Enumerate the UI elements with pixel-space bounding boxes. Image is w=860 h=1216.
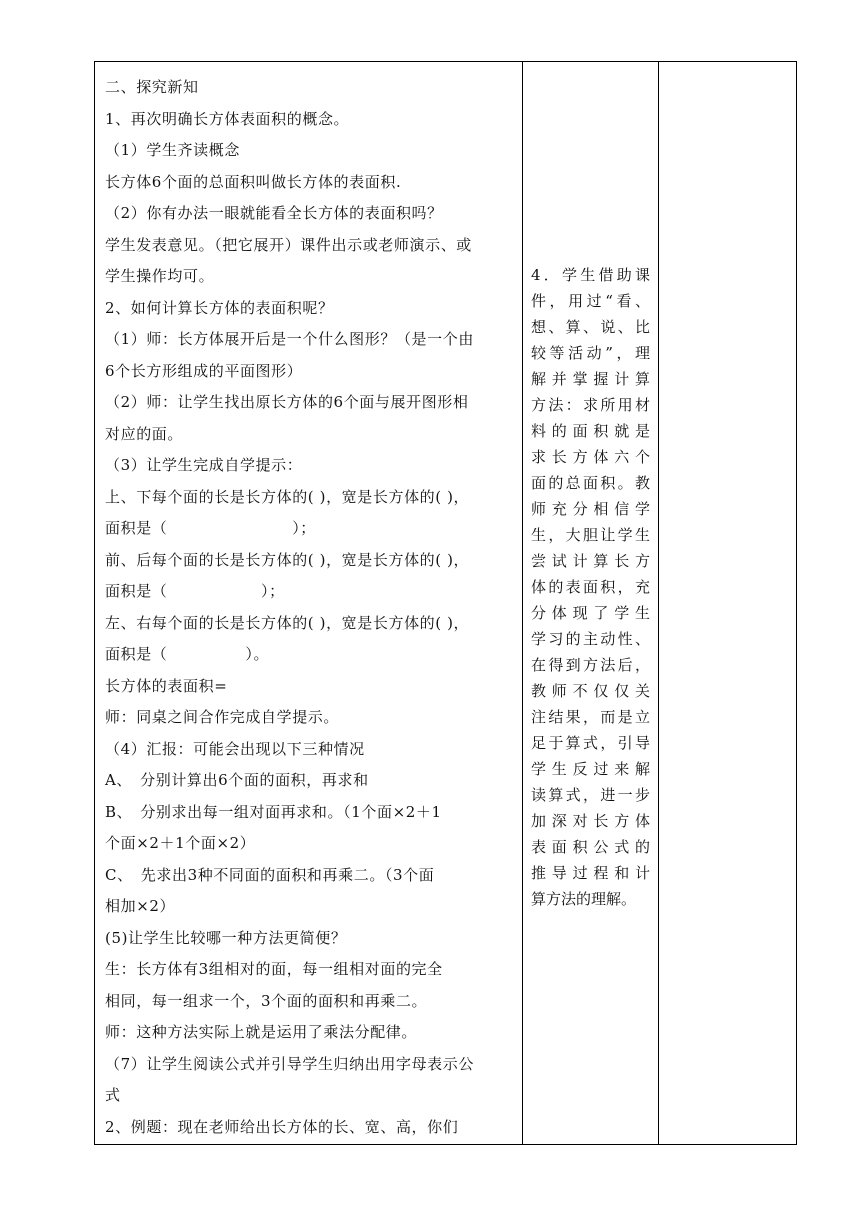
design-intent-line: 推导过程和计 <box>531 864 650 882</box>
design-intent-line: 足于算式，引导 <box>531 734 650 752</box>
design-intent-line: 表面积公式的 <box>531 838 650 856</box>
lesson-line: 个面×2＋1个面×2） <box>105 834 256 852</box>
lesson-content <box>95 62 522 1143</box>
design-intent-line: 教师不仅仅关 <box>531 682 650 700</box>
lesson-line: （3）让学生完成自学提示： <box>105 456 303 474</box>
design-intent-line: 想、算、说、比 <box>531 318 650 336</box>
lesson-line: （4）汇报：可能会出现以下三种情况 <box>105 739 365 758</box>
table-row <box>95 62 797 1145</box>
lesson-line: 学生操作均可。 <box>105 267 215 285</box>
lesson-line: 前、后每个面的长是长方体的( )，宽是长方体的( )， <box>105 550 470 569</box>
lesson-line: （7）让学生阅读公式并引导学生归纳出用字母表示公 <box>105 1054 474 1073</box>
lesson-line: B、 分别求出每一组对面再求和。（1个面×2＋1 <box>105 802 442 821</box>
design-intent-line: 解并掌握计算 <box>531 370 650 388</box>
design-intent-line: 件，用过“看、 <box>531 292 650 310</box>
design-intent-line: 学生反过来解 <box>531 760 650 778</box>
design-intent-line: 面的总面积。教 <box>531 474 650 492</box>
lesson-line: 相加×2） <box>105 897 176 915</box>
lesson-line: 生：长方体有3组相对的面，每一组相对面的完全 <box>105 960 443 978</box>
design-intent-notes <box>523 62 658 912</box>
lesson-line: （1）师：长方体展开后是一个什么图形？（是一个由 <box>105 330 474 348</box>
design-intent-line: 方法：求所用材 <box>531 396 650 414</box>
lesson-line: （2）师：让学生找出原长方体的6个面与展开图形相 <box>105 393 469 411</box>
lesson-line: (5)让学生比较哪一种方法更简便？ <box>105 928 347 947</box>
design-intent-line: 尝试计算长方 <box>531 552 650 570</box>
lesson-line: 面积是（ ）。 <box>105 645 270 663</box>
design-intent-line: 算方法的理解。 <box>531 890 637 908</box>
lesson-line: （1）学生齐读概念 <box>105 141 240 159</box>
lesson-line: 长方体的表面积= <box>105 676 228 695</box>
lesson-line: 长方体6个面的总面积叫做长方体的表面积. <box>105 172 402 191</box>
lesson-line: 2、例题：现在老师给出长方体的长、宽、高，你们 <box>105 1117 459 1136</box>
design-intent-line: 学习的主动性、 <box>531 630 650 648</box>
design-intent-line: 料的面积就是 <box>531 422 650 440</box>
lesson-line: 相同，每一组求一个，3个面的面积和再乘二。 <box>105 991 428 1010</box>
design-intent-line: 体的表面积，充 <box>531 578 650 596</box>
extra-cell <box>659 62 797 1145</box>
design-intent-line: 求长方体六个 <box>531 448 650 466</box>
lesson-line: 上、下每个面的长是长方体的( )，宽是长方体的( )， <box>105 487 470 506</box>
lesson-line: 师：这种方法实际上就是运用了乘法分配律。 <box>105 1023 418 1041</box>
lesson-content-cell <box>95 62 523 1145</box>
lesson-line: A、 分别计算出6个面的面积，再求和 <box>105 771 369 789</box>
lesson-line: 二、探究新知 <box>105 78 199 96</box>
design-intent-cell <box>523 62 659 1145</box>
lesson-line: 师：同桌之间合作完成自学提示。 <box>105 708 340 726</box>
design-intent-line: 较等活动”，理 <box>531 344 650 362</box>
design-intent-line: 生，大胆让学生 <box>531 526 650 544</box>
lesson-line: 1、再次明确长方体表面积的概念。 <box>105 109 350 128</box>
design-intent-line: 4．学生借助课 <box>531 266 650 284</box>
design-intent-line: 分体现了学生 <box>531 604 650 622</box>
lesson-line: （2）你有办法一眼就能看全长方体的表面积吗？ <box>105 204 443 222</box>
lesson-line: 左、右每个面的长是长方体的( )，宽是长方体的( )， <box>105 613 470 632</box>
lesson-line: 学生发表意见。（把它展开）课件出示或老师演示、或 <box>105 235 472 254</box>
lesson-plan-table <box>94 61 797 1145</box>
design-intent-line: 注结果，而是立 <box>531 708 650 726</box>
design-intent-line: 在得到方法后， <box>531 656 650 674</box>
lesson-line: 2、如何计算长方体的表面积呢？ <box>105 298 334 317</box>
lesson-line: 式 <box>105 1086 121 1104</box>
lesson-line: 面积是（ ）； <box>105 519 316 537</box>
design-intent-line: 读算式，进一步 <box>531 786 650 804</box>
lesson-line: 对应的面。 <box>105 424 184 443</box>
lesson-line: 面积是（ ）； <box>105 582 285 600</box>
design-intent-line: 加深对长方体 <box>531 812 650 830</box>
lesson-line: C、 先求出3种不同面的面积和再乘二。（3个面 <box>105 865 435 884</box>
lesson-line: 6个长方形组成的平面图形） <box>105 361 303 380</box>
design-intent-line: 师充分相信学 <box>531 500 650 518</box>
